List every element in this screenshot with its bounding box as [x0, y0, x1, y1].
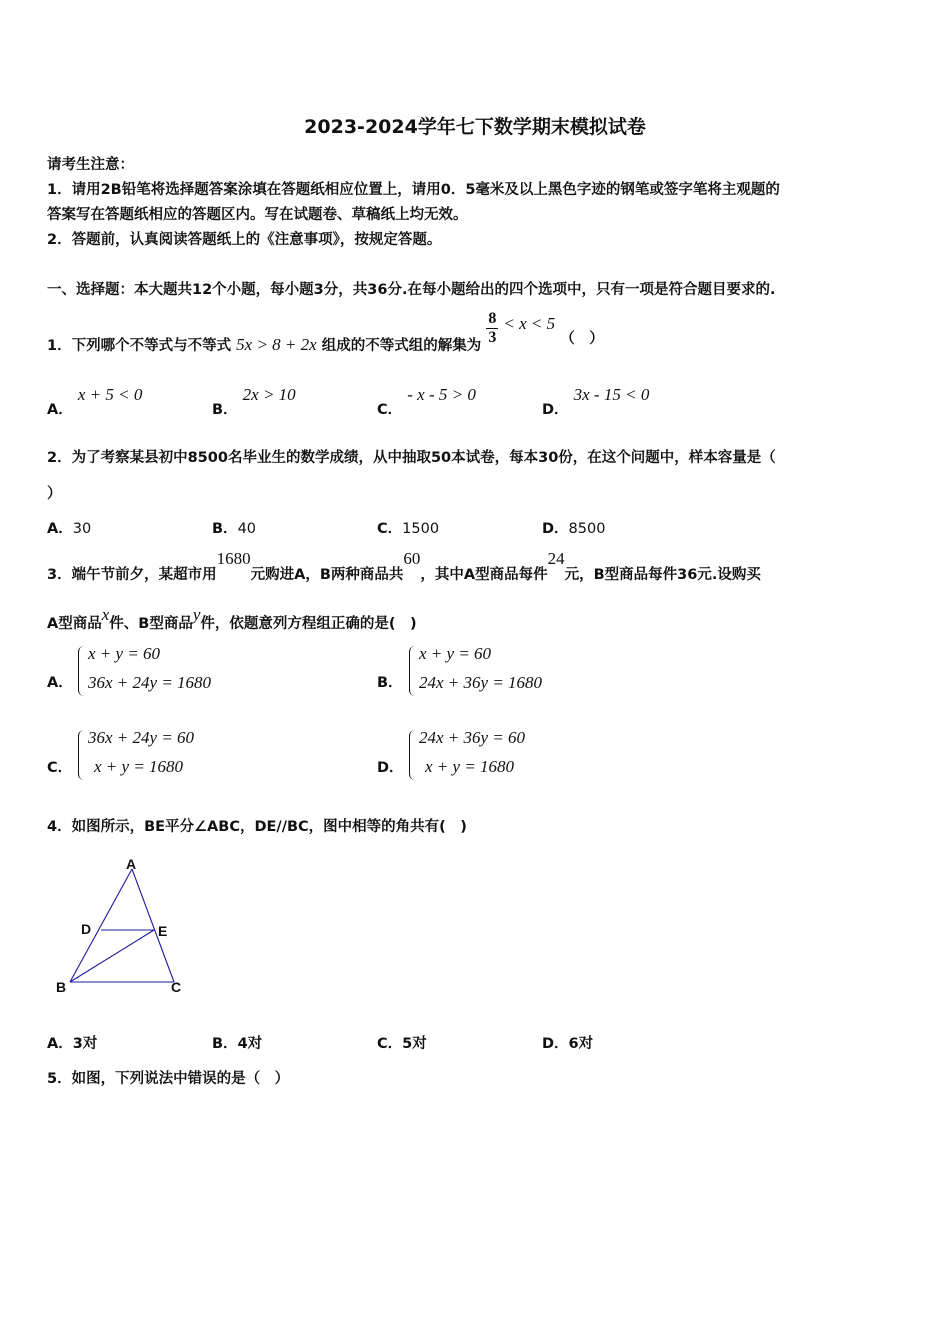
q3-option-b-system: [409, 644, 609, 700]
q4-option-b: [212, 1032, 262, 1053]
q3-n3: 24: [547, 549, 565, 568]
q3-s5: A型商品: [47, 616, 102, 632]
q2-option-c-text: 1500: [402, 521, 440, 537]
q3-option-d-system: [409, 728, 609, 784]
q2-option-b-label: B．: [212, 521, 238, 537]
notice-line-1b: 答案写在答题纸相应的答题区内。写在试题卷、草稿纸上均无效。: [47, 207, 468, 223]
section-heading: 一、选择题：本大题共12个小题，每小题3分，共36分.在每小题给出的四个选项中，只有一项是符合题目要求的.: [47, 282, 776, 298]
label-e: E: [158, 923, 168, 939]
q1-inequality: 5x > 8 + 2x: [236, 334, 317, 354]
question-3-line-1: [47, 548, 761, 583]
q1-paren: （ ）: [560, 330, 604, 347]
q3-var-x: x: [101, 605, 110, 624]
q3-option-a-label: A．: [47, 675, 73, 691]
q1-frac-num: 8: [488, 310, 497, 327]
brace-icon: [409, 646, 418, 696]
q3-option-a-eq2: 36x + 24y = 1680: [88, 673, 212, 692]
q5-stem: 5．如图，下列说法中错误的是（ ）: [47, 1071, 290, 1087]
q4-option-d-label: D．: [542, 1036, 569, 1052]
notice-line-2: 2．答题前，认真阅读答题纸上的《注意事项》，按规定答题。: [47, 232, 442, 248]
q1-option-c-label: C．: [377, 402, 403, 418]
q4-option-c-label: C．: [377, 1036, 403, 1052]
q3-s3: ，其中A型商品每件: [420, 567, 548, 583]
q3-n2: 60: [403, 549, 421, 568]
notice-line-1: 1．请用2B铅笔将选择题答案涂填在答题纸相应位置上，请用0．5毫米及以上黑色字迹的钢笔或签字笔将主观题的: [47, 182, 780, 198]
q3-option-d-eq1: 24x + 36y = 60: [419, 728, 526, 747]
q1-option-a-expr: x + 5 < 0: [77, 385, 143, 404]
q3-s2: 元购进A，B两种商品共: [250, 567, 404, 583]
q1-option-b-label: B．: [212, 402, 238, 418]
q2-option-d-text: 8500: [568, 521, 606, 537]
q3-option-d-eq2: x + y = 1680: [425, 757, 515, 776]
q2-option-a: [47, 517, 91, 538]
q2-option-b-text: 40: [237, 521, 257, 537]
q4-option-b-text: 4对: [237, 1036, 263, 1052]
q3-s6: 件、B型商品: [109, 616, 193, 632]
q1-option-d: [542, 384, 650, 418]
q3-var-y: y: [192, 605, 201, 624]
page-title: 2023-2024学年七下数学期末模拟试卷: [304, 116, 646, 138]
segment-be: [70, 930, 154, 982]
q3-option-c-system: [78, 728, 278, 784]
q2-option-a-label: A．: [47, 521, 73, 537]
q4-option-b-label: B．: [212, 1036, 238, 1052]
brace-icon: [78, 646, 87, 696]
brace-icon: [409, 730, 418, 780]
label-b: B: [56, 979, 67, 995]
q1-frac-den: 3: [488, 329, 497, 346]
q1-option-a: [47, 384, 143, 418]
label-a: A: [126, 856, 137, 872]
q1-range: < x < 5: [503, 313, 556, 333]
q3-option-b-label: B．: [377, 675, 403, 691]
q1-stem-a: 1．下列哪个不等式与不等式: [47, 337, 232, 354]
brace-icon: [78, 730, 87, 780]
q3-option-b-eq2: 24x + 36y = 1680: [419, 673, 543, 692]
q1-option-b: [212, 384, 296, 418]
q3-option-a-system: [78, 644, 278, 700]
q4-option-c-text: 5对: [402, 1036, 427, 1052]
question-3-line-2: [47, 604, 417, 632]
q2-stem: 2．为了考察某县初中8500名毕业生的数学成绩，从中抽取50本试卷，每本30份，在这个问题中，样本容量是（: [47, 450, 776, 466]
q1-option-c: [377, 384, 476, 418]
segment-ab: [70, 869, 132, 982]
q1-stem-b: 组成的不等式组的解集为: [321, 337, 482, 354]
q1-fraction: [486, 310, 498, 347]
q2-option-c: [377, 517, 439, 538]
triangle-figure: [48, 852, 198, 1002]
q2-option-a-text: 30: [72, 521, 92, 537]
q2-option-d: [542, 517, 605, 538]
notice-heading: 请考生注意：: [47, 157, 134, 173]
label-d: D: [81, 921, 92, 937]
q3-option-b-eq1: x + y = 60: [419, 644, 492, 663]
q1-option-c-expr: - x - 5 > 0: [407, 385, 476, 404]
q1-option-b-expr: 2x > 10: [242, 385, 296, 404]
q4-option-d: [542, 1032, 593, 1053]
q3-s7: 件，依题意列方程组正确的是( ): [200, 616, 417, 632]
q3-n1: 1680: [216, 549, 251, 568]
q1-option-d-label: D．: [542, 402, 569, 418]
q3-option-c-eq2: x + y = 1680: [94, 757, 184, 776]
q4-option-a: [47, 1032, 97, 1053]
q2-option-d-label: D．: [542, 521, 569, 537]
q4-option-d-text: 6对: [568, 1036, 594, 1052]
q3-s1: 3．端午节前夕，某超市用: [47, 567, 217, 583]
q2-option-c-label: C．: [377, 521, 403, 537]
q3-s4: 元，B型商品每件36元.设购买: [564, 567, 761, 583]
label-c: C: [171, 979, 182, 995]
q4-option-a-text: 3对: [72, 1036, 98, 1052]
q3-option-c-label: C．: [47, 760, 73, 776]
q3-option-d-label: D．: [377, 760, 404, 776]
q4-stem: 4．如图所示，BE平分∠ABC，DE//BC，图中相等的角共有( ): [47, 819, 467, 835]
q1-option-d-expr: 3x - 15 < 0: [573, 385, 650, 404]
segment-ac: [132, 869, 174, 982]
q4-option-a-label: A．: [47, 1036, 73, 1052]
q2-stem-end: ）: [47, 486, 62, 502]
q2-option-b: [212, 517, 256, 538]
q1-option-a-label: A．: [47, 402, 73, 418]
q4-option-c: [377, 1032, 427, 1053]
question-1: [47, 306, 604, 354]
q3-option-a-eq1: x + y = 60: [88, 644, 161, 663]
q3-option-c-eq1: 36x + 24y = 60: [88, 728, 195, 747]
